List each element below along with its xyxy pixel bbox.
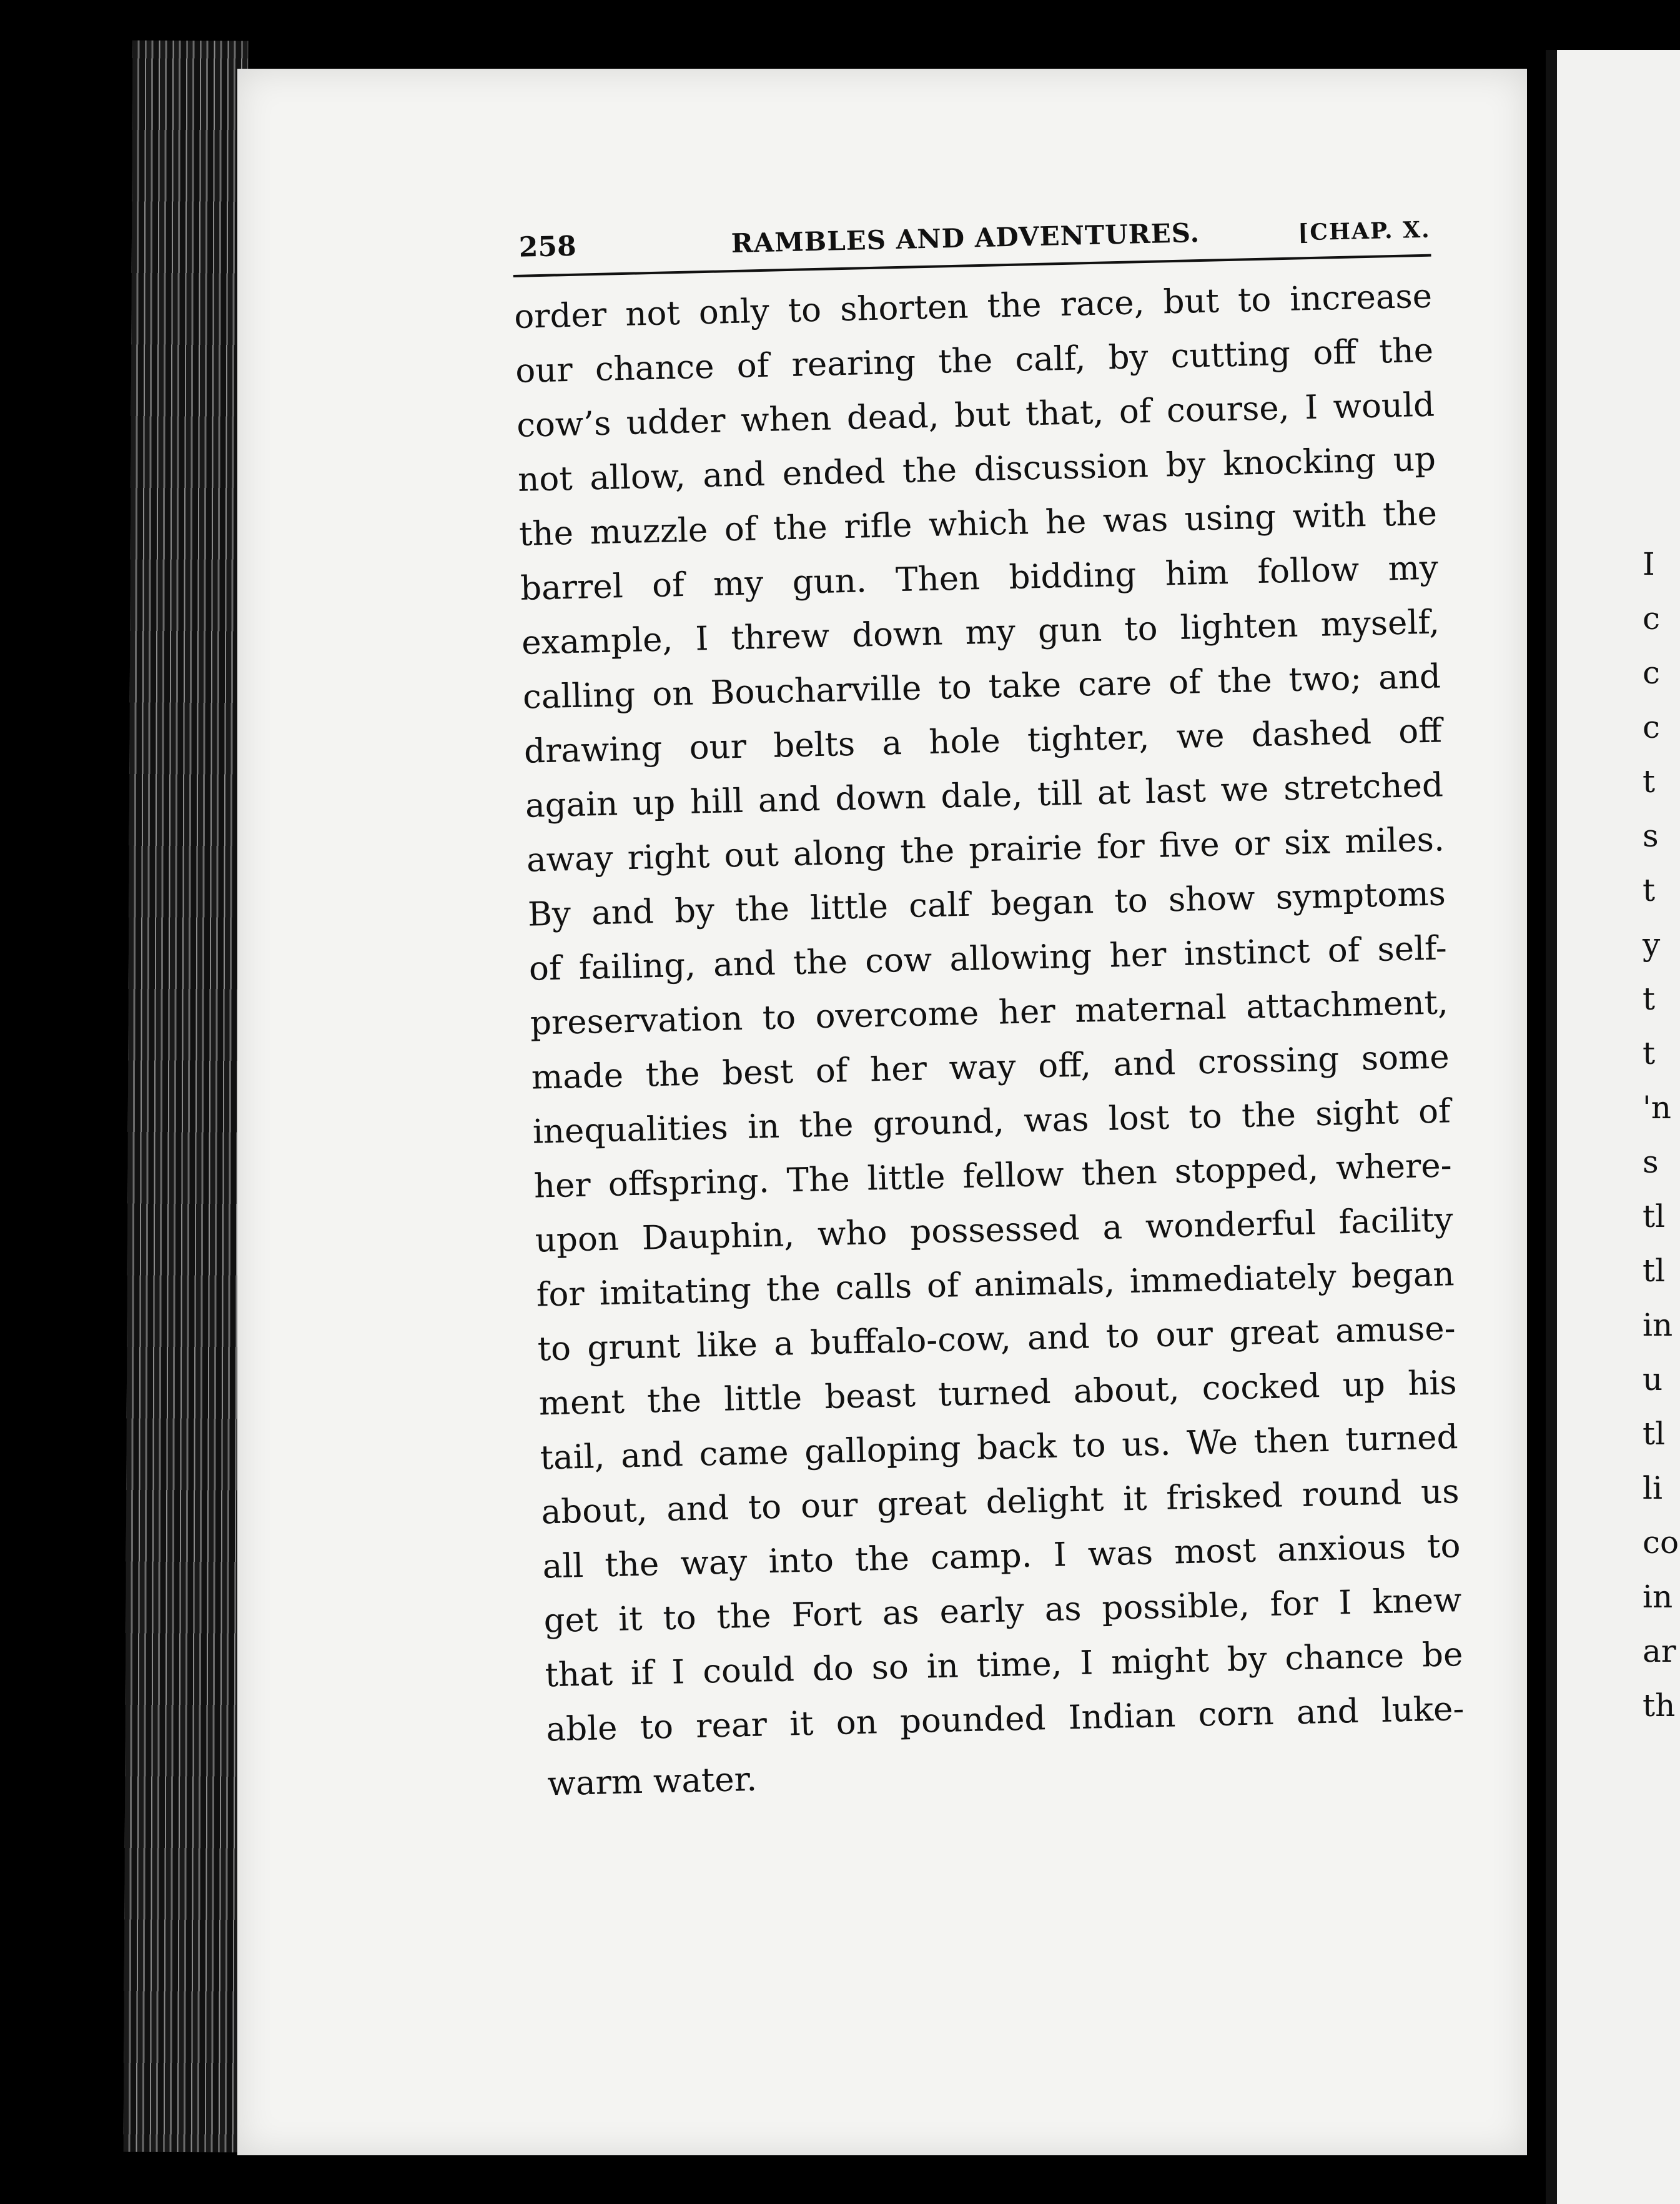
text-line: to grunt like a buffalo-cow, and to our great amuse-	[537, 1309, 1456, 1369]
text-line: again up hill and down dale, till at last we stretched	[525, 766, 1444, 825]
text-line: inequalities in the ground, was lost to the sight of	[532, 1092, 1451, 1151]
right-page-letter: t	[1643, 981, 1656, 1017]
right-page-letter: y	[1643, 926, 1661, 963]
text-line: able to rear it on pounded Indian corn and luke-	[545, 1690, 1465, 1749]
right-page-letter: in	[1643, 1579, 1673, 1615]
text-line: get it to the Fort as early as possible, for I knew	[543, 1581, 1463, 1641]
text-line: upon Dauphin, who possessed a wonderful facility	[535, 1201, 1454, 1260]
right-page-letter: ar	[1643, 1633, 1676, 1669]
text-line: order not only to shorten the race, but to increase	[513, 277, 1433, 336]
right-page-letter: s	[1643, 818, 1659, 854]
book-title: RAMBLES AND ADVENTURES.	[731, 217, 1200, 259]
right-page-letter: I	[1643, 546, 1655, 582]
right-page-letter: c	[1643, 655, 1661, 691]
text-line: made the best of her way off, and crossing some	[531, 1038, 1450, 1097]
right-page-letters	[1643, 537, 1679, 1733]
text-line: all the way into the camp. I was most anxious to	[542, 1527, 1461, 1586]
right-page-letter: 'n	[1643, 1090, 1671, 1126]
text-line: tail, and came galloping back to us. We then turned	[540, 1418, 1459, 1477]
right-page-letter: t	[1643, 872, 1656, 908]
text-line: cow’s udder when dead, but that, of course, I would	[516, 385, 1435, 445]
text-line: that if I could do so in time, I might by chance be	[544, 1636, 1464, 1695]
right-page-letter: u	[1643, 1361, 1663, 1397]
text-line: By and by the little calf began to show symptoms	[527, 875, 1446, 934]
text-line: example, I threw down my gun to lighten myself,	[521, 603, 1440, 662]
right-page-letter: li	[1643, 1470, 1663, 1506]
text-line: the muzzle of the rifle which he was using with the	[518, 494, 1438, 553]
text-line: barrel of my gun. Then bidding him follow my	[520, 549, 1439, 608]
right-page-letter: tl	[1643, 1253, 1666, 1289]
right-page-letter: s	[1643, 1144, 1659, 1180]
right-page-letter: co	[1643, 1524, 1679, 1561]
chapter-label: [CHAP. X.	[1297, 216, 1431, 246]
right-page-letter: t	[1643, 1035, 1656, 1071]
right-page-letter: c	[1643, 709, 1661, 745]
text-line: for imitating the calls of animals, immediately began	[536, 1255, 1455, 1314]
left-page	[237, 69, 1527, 2155]
right-page-letter: in	[1643, 1307, 1673, 1343]
text-line: preservation to overcome her maternal attachment,	[530, 983, 1449, 1043]
text-line: about, and to our great delight it frisked round us	[541, 1472, 1460, 1532]
page-number: 258	[518, 230, 577, 264]
text-line: ment the little beast turned about, cocked up his	[538, 1364, 1458, 1423]
text-line: calling on Boucharville to take care of the two; and	[522, 657, 1441, 717]
text-line: away right out along the prairie for five or six miles.	[526, 820, 1445, 880]
text-line: not allow, and ended the discussion by knocking up	[517, 440, 1436, 499]
right-page-letter: t	[1643, 763, 1656, 800]
text-line: our chance of rearing the calf, by cutting off the	[515, 331, 1434, 390]
text-line: of failing, and the cow allowing her instinct of self-	[528, 929, 1448, 988]
text-line: warm water.	[546, 1760, 758, 1804]
text-line: drawing our belts a hole tighter, we dashed off	[523, 712, 1443, 771]
body-text	[513, 269, 1466, 1812]
page-content	[512, 204, 1466, 1812]
right-page-letter: th	[1643, 1687, 1676, 1724]
right-page-letter: c	[1643, 600, 1661, 637]
text-line: her offspring. The little fellow then stopped, where-	[533, 1146, 1453, 1206]
right-page-letter: tl	[1643, 1198, 1666, 1234]
book-page-edges	[124, 41, 249, 2153]
running-head	[512, 204, 1431, 277]
right-page-letter: tl	[1643, 1416, 1666, 1452]
